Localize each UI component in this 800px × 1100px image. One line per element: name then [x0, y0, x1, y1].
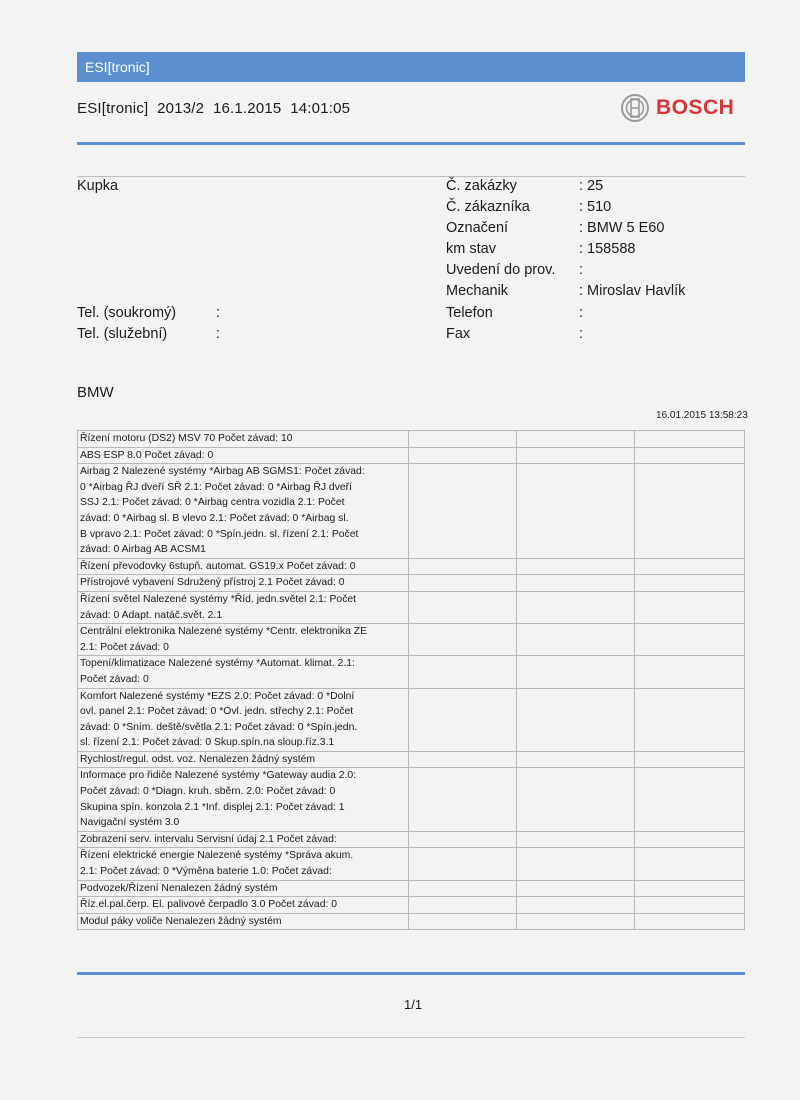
field-label-tel-work: Tel. (služební) [77, 326, 168, 342]
field-value-tel-private: : [216, 305, 221, 321]
empty-cell [517, 431, 634, 448]
empty-cell [517, 831, 634, 848]
field-label-mileage: km stav [446, 241, 496, 257]
empty-cell [517, 768, 634, 831]
empty-cell [517, 688, 634, 751]
empty-cell [517, 751, 634, 768]
empty-cell [517, 848, 634, 880]
table-row [78, 431, 745, 448]
empty-cell [409, 464, 517, 559]
table-row [78, 913, 745, 930]
system-status-cell: Topení/klimatizace Nalezené systémy *Automat. klimat. 2.1: Počet závad: 0 [78, 656, 409, 688]
system-status-cell: Řízení elektrické energie Nalezené systémy *Správa akum. 2.1: Počet závad: 0 *Výměna baterie 1.0: Počet závad: [78, 848, 409, 880]
footer-divider [77, 972, 745, 975]
field-value-customer-no: : 510 [579, 199, 612, 215]
empty-cell [634, 656, 744, 688]
field-value-fax: : [579, 326, 584, 342]
field-label-phone: Telefon [446, 305, 493, 321]
field-value-tel-work: : [216, 326, 221, 342]
empty-cell [634, 913, 744, 930]
field-label-mechanic: Mechanik [446, 283, 509, 299]
table-row [78, 464, 745, 559]
title-bar [77, 52, 745, 82]
empty-cell [517, 913, 634, 930]
empty-cell [409, 848, 517, 880]
system-status-cell: Řízení světel Nalezené systémy *Říd. jedn.světel 2.1: Počet závad: 0 Adapt. natáč.svět. 2.1 [78, 591, 409, 623]
field-label-designation: Označení [446, 220, 509, 236]
empty-cell [517, 447, 634, 464]
empty-cell [409, 751, 517, 768]
field-value-designation: : BMW 5 E60 [579, 220, 665, 236]
field-value-commissioning: : [579, 262, 584, 278]
system-status-cell: Přístrojové vybavení Sdružený přístroj 2.1 Počet závad: 0 [78, 575, 409, 592]
brand-name: BOSCH [656, 96, 735, 119]
report-timestamp: 16.01.2015 13:58:23 [656, 410, 748, 421]
empty-cell [634, 831, 744, 848]
empty-cell [634, 688, 744, 751]
empty-cell [634, 558, 744, 575]
customer-divider [77, 176, 745, 177]
empty-cell [517, 624, 634, 656]
empty-cell [634, 447, 744, 464]
system-status-cell: Komfort Nalezené systémy *EZS 2.0: Počet závad: 0 *Dolní ovl. panel 2.1: Počet závad: 0 *Ovl. jedn. střechy 2.1: Počet závad: 0 *Sním. deště/světla 2.1: Počet závad: 0 *Spín.jedn. sl. řízení 2.1: Počet závad: 0 Skup.spín.na sloup.říz.3.1 [78, 688, 409, 751]
table-row [78, 848, 745, 880]
empty-cell [409, 897, 517, 914]
system-status-cell: Rychlost/regul. odst. voz. Nenalezen žádný systém [78, 751, 409, 768]
system-status-cell: Říz.el.pal.čerp. El. palivové čerpadlo 3.0 Počet závad: 0 [78, 897, 409, 914]
table-row [78, 591, 745, 623]
brand-logo [620, 92, 734, 124]
empty-cell [634, 768, 744, 831]
table-row [78, 656, 745, 688]
bosch-armature-icon [620, 93, 650, 123]
empty-cell [517, 880, 634, 897]
empty-cell [409, 591, 517, 623]
empty-cell [409, 558, 517, 575]
empty-cell [409, 688, 517, 751]
empty-cell [409, 447, 517, 464]
table-row [78, 447, 745, 464]
empty-cell [409, 831, 517, 848]
field-label-order-no: Č. zakázky [446, 178, 517, 194]
table-row [78, 575, 745, 592]
system-status-cell: Zobrazení serv. intervalu Servisní údaj 2.1 Počet závad: [78, 831, 409, 848]
page-bottom-rule [77, 1037, 745, 1038]
header-divider [77, 142, 745, 145]
empty-cell [517, 656, 634, 688]
field-value-phone: : [579, 305, 584, 321]
table-row [78, 558, 745, 575]
app-title: ESI[tronic] [85, 59, 150, 75]
system-status-cell: Řízení převodovky 6stupň. automat. GS19.x Počet závad: 0 [78, 558, 409, 575]
system-status-cell: Centrální elektronika Nalezené systémy *Centr. elektronika ZE 2.1: Počet závad: 0 [78, 624, 409, 656]
empty-cell [517, 464, 634, 559]
system-status-cell: Podvozek/Řízení Nenalezen žádný systém [78, 880, 409, 897]
empty-cell [634, 848, 744, 880]
field-value-mechanic: : Miroslav Havlík [579, 283, 686, 299]
system-status-cell: Modul páky voliče Nenalezen žádný systém [78, 913, 409, 930]
empty-cell [409, 913, 517, 930]
table-row [78, 624, 745, 656]
empty-cell [634, 464, 744, 559]
empty-cell [409, 575, 517, 592]
report-header: ESI[tronic] 2013/2 16.1.2015 14:01:05 [77, 100, 351, 117]
table-row [78, 768, 745, 831]
field-label-commissioning: Uvedení do prov. [446, 262, 556, 278]
system-status-cell: Airbag 2 Nalezené systémy *Airbag AB SGMS1: Počet závad: 0 *Airbag ŘJ dveří SŘ 2.1: Počet závad: 0 *Airbag ŘJ dveří SSJ 2.1: Počet závad: 0 *Airbag centra vozidla 2.1: Počet závad: 0 *Airbag sl. B vlevo 2.1: Počet závad: 0 *Airbag sl. B vpravo 2.1: Počet závad: 0 *Spín.jedn. sl. řízení 2.1: Počet závad: 0 Airbag AB ACSM1 [78, 464, 409, 559]
empty-cell [634, 751, 744, 768]
system-status-cell: ABS ESP 8.0 Počet závad: 0 [78, 447, 409, 464]
table-row [78, 880, 745, 897]
empty-cell [409, 624, 517, 656]
customer-name: Kupka [77, 178, 119, 194]
empty-cell [634, 575, 744, 592]
empty-cell [517, 591, 634, 623]
system-status-cell: Řízení motoru (DS2) MSV 70 Počet závad: 10 [78, 431, 409, 448]
empty-cell [634, 880, 744, 897]
empty-cell [409, 768, 517, 831]
page-number: 1/1 [404, 997, 423, 1012]
empty-cell [409, 431, 517, 448]
table-row [78, 831, 745, 848]
table-row [78, 751, 745, 768]
empty-cell [517, 575, 634, 592]
fault-report-table [77, 430, 745, 930]
field-label-tel-private: Tel. (soukromý) [77, 305, 177, 321]
empty-cell [634, 431, 744, 448]
empty-cell [634, 591, 744, 623]
empty-cell [517, 558, 634, 575]
empty-cell [634, 624, 744, 656]
field-label-fax: Fax [446, 326, 471, 342]
empty-cell [409, 656, 517, 688]
field-label-customer-no: Č. zákazníka [446, 199, 530, 215]
empty-cell [409, 880, 517, 897]
table-row [78, 688, 745, 751]
system-status-cell: Informace pro řidiče Nalezené systémy *Gateway audia 2.0: Počet závad: 0 *Diagn. kruh. sběrn. 2.0: Počet závad: 0 Skupina spín. konzola 2.1 *Inf. displej 2.1: Počet závad: 1 Navigační systém 3.0 [78, 768, 409, 831]
empty-cell [517, 897, 634, 914]
field-value-order-no: : 25 [579, 178, 604, 194]
table-row [78, 897, 745, 914]
vehicle-make: BMW [77, 384, 114, 401]
empty-cell [634, 897, 744, 914]
field-value-mileage: : 158588 [579, 241, 636, 257]
